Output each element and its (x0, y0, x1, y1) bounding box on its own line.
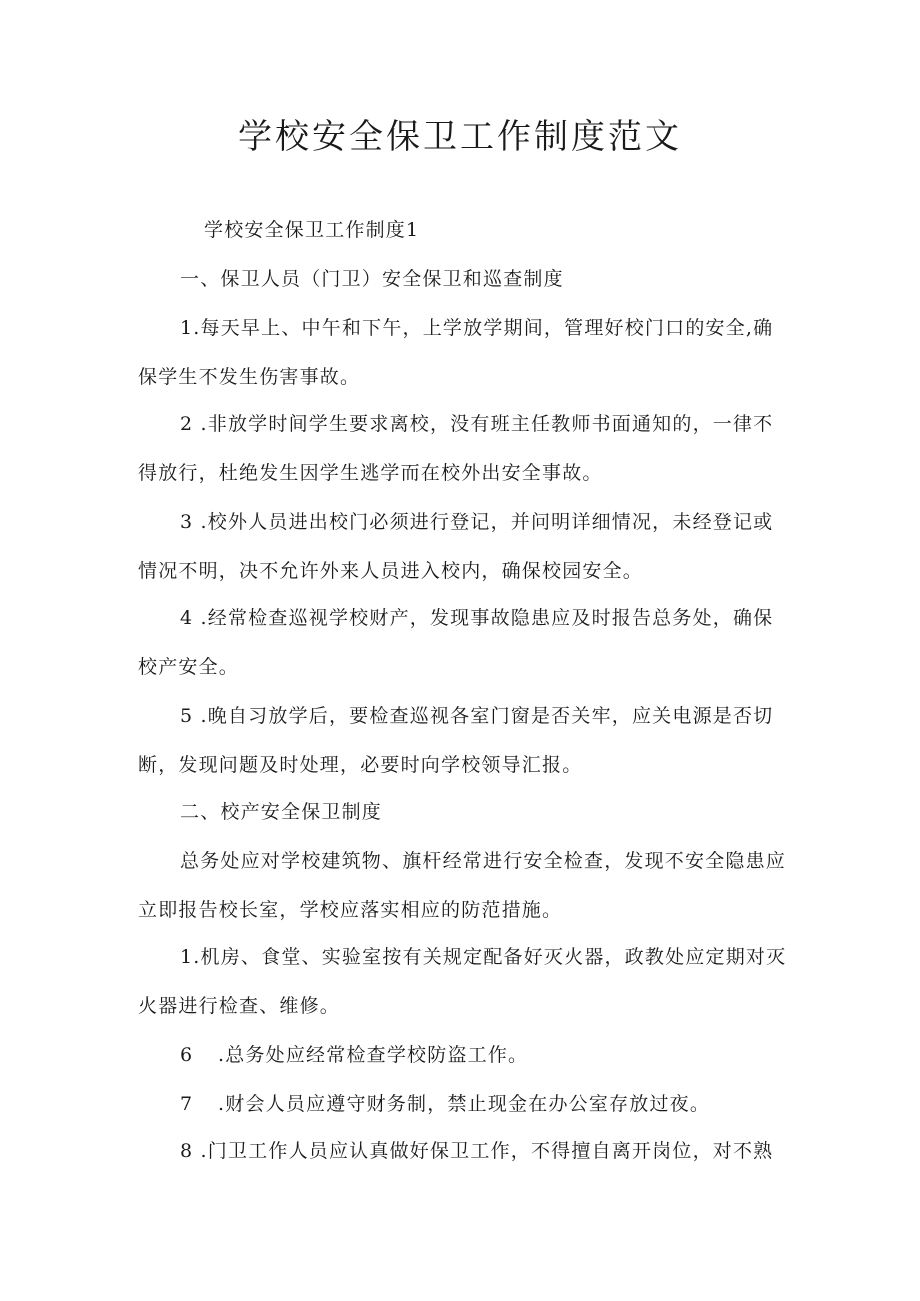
paragraph-line: 8 .门卫工作人员应认真做好保卫工作，不得擅自离开岗位，对不熟 (180, 1140, 774, 1162)
paragraph-line: 3 .校外人员进出校门必须进行登记，并问明详细情况，未经登记或 (180, 511, 774, 533)
paragraph-line: 得放行，杜绝发生因学生逃学而在校外出安全事故。 (138, 462, 603, 484)
paragraph-line: 保学生不发生伤害事故。 (138, 366, 361, 388)
paragraph-line (180, 1090, 830, 1118)
paragraph-line: 总务处应对学校建筑物、旗杆经常进行安全检查，发现不安全隐患应 (180, 850, 787, 872)
paragraph-line: 断，发现问题及时处理，必要时向学校领导汇报。 (138, 754, 583, 776)
paragraph-line: 校产安全。 (138, 656, 240, 678)
section-heading: 学校安全保卫工作制度1 (204, 219, 420, 241)
paragraph-line: 1.机房、食堂、实验室按有关规定配备好灭火器，政教处应定期对灭 (180, 946, 787, 968)
document-title: 学校安全保卫工作制度范文 (238, 117, 682, 157)
paragraph-line: 立即报告校长室，学校应落实相应的防范措施。 (138, 899, 563, 921)
subsection-heading: 二、校产安全保卫制度 (180, 801, 383, 823)
paragraph-line (180, 1041, 830, 1069)
item-number: 7 (180, 1093, 194, 1115)
item-text: .财会人员应遵守财务制，禁止现金在办公室存放过夜。 (218, 1093, 711, 1115)
paragraph-line: 火器进行检查、维修。 (138, 995, 341, 1017)
paragraph-line: 1.每天早上、中午和下午，上学放学期间，管理好校门口的安全,确 (180, 317, 774, 339)
paragraph-line: 情况不明，决不允许外来人员进入校内，确保校园安全。 (138, 560, 644, 582)
subsection-heading: 一、保卫人员（门卫）安全保卫和巡查制度 (180, 268, 564, 290)
paragraph-line: 2 .非放学时间学生要求离校，没有班主任教师书面通知的，一律不 (180, 413, 774, 435)
item-number: 6 (180, 1044, 194, 1066)
paragraph-line: 5 .晚自习放学后，要检查巡视各室门窗是否关牢，应关电源是否切 (180, 705, 774, 727)
item-text: .总务处应经常检查学校防盗工作。 (218, 1044, 529, 1066)
paragraph-line: 4 .经常检查巡视学校财产，发现事故隐患应及时报告总务处，确保 (180, 607, 774, 629)
